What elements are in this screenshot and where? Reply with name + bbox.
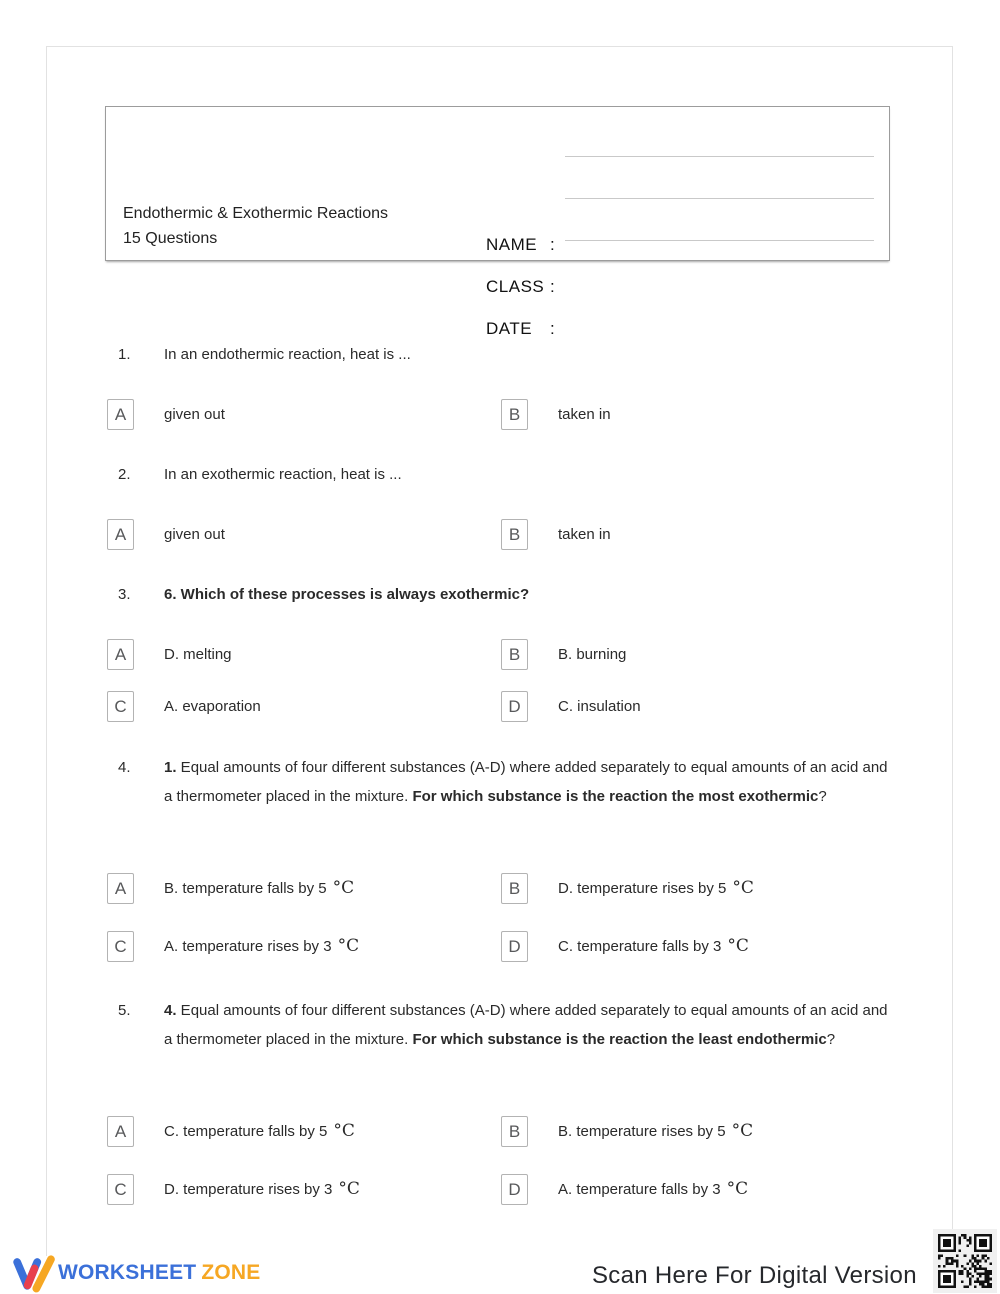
scan-here-label: Scan Here For Digital Version [592, 1262, 917, 1289]
name-label: NAME [486, 235, 538, 254]
option-b-box[interactable]: B [501, 1116, 528, 1147]
option-c-box[interactable]: C [107, 691, 134, 722]
question-4-option-c [107, 931, 359, 962]
option-a-label: C. temperature falls by 5 °C [164, 1121, 355, 1141]
question-4-option-a [107, 873, 354, 904]
option-b-label: B. temperature rises by 5 °C [558, 1121, 754, 1141]
question-2-option-a [107, 519, 225, 550]
question-4-body: Equal amounts of four different substances (A-D) where added separately to equal amounts of an acid and a thermometer placed in the mixture. [164, 759, 888, 805]
question-1-option-a [107, 399, 225, 430]
question-3-option-d [501, 691, 641, 722]
question-3-option-c [107, 691, 261, 722]
option-a-label: D. melting [164, 646, 232, 663]
question-3 [118, 585, 894, 605]
option-b-label: taken in [558, 526, 611, 543]
question-3-option-a [107, 639, 232, 670]
option-d-box[interactable]: D [501, 691, 528, 722]
question-5-option-d [501, 1174, 748, 1205]
question-5-punct: ? [826, 1031, 836, 1048]
date-input-line [565, 240, 874, 241]
question-1-text: In an endothermic reaction, heat is ... [164, 346, 411, 363]
class-input-line [565, 198, 874, 199]
option-a-box[interactable]: A [107, 519, 134, 550]
option-b-label: taken in [558, 406, 611, 423]
option-d-label: C. insulation [558, 698, 641, 715]
option-b-box[interactable]: B [501, 519, 528, 550]
class-field-row [486, 275, 874, 299]
option-d-label: A. temperature falls by 3 °C [558, 1179, 749, 1199]
qr-code [933, 1229, 997, 1293]
question-4-option-b [501, 873, 754, 904]
class-label: CLASS [486, 277, 545, 296]
question-5-number: 5. [118, 1002, 131, 1019]
option-c-box[interactable]: C [107, 931, 134, 962]
option-a-label: given out [164, 406, 225, 423]
question-5-option-b [501, 1116, 753, 1147]
option-b-box[interactable]: B [501, 399, 528, 430]
worksheetzone-wordmark [58, 1261, 260, 1285]
question-5-text [164, 996, 894, 1054]
option-b-box[interactable]: B [501, 639, 528, 670]
date-label: DATE [486, 319, 533, 338]
question-4-emphasis: For which substance is the reaction the most exothermic [412, 788, 819, 805]
worksheet-title-line1: Endothermic & Exothermic Reactions [123, 205, 388, 222]
option-b-box[interactable]: B [501, 873, 528, 904]
option-c-box[interactable]: C [107, 1174, 134, 1205]
degree-celsius: °C [332, 878, 355, 898]
question-5 [118, 996, 894, 1054]
option-b-label: D. temperature rises by 5 °C [558, 878, 754, 898]
option-a-label: B. temperature falls by 5 °C [164, 878, 355, 898]
option-d-label: C. temperature falls by 3 °C [558, 936, 749, 956]
brand-worksheet: WORKSHEET [58, 1261, 197, 1284]
option-b-label: B. burning [558, 646, 627, 663]
option-c-label: D. temperature rises by 3 °C [164, 1179, 360, 1199]
option-c-label: A. temperature rises by 3 °C [164, 936, 360, 956]
degree-celsius: °C [731, 1121, 754, 1141]
question-1 [118, 345, 894, 365]
question-2-number: 2. [118, 466, 131, 483]
option-a-box[interactable]: A [107, 873, 134, 904]
question-2-text: In an exothermic reaction, heat is ... [164, 466, 402, 483]
degree-celsius: °C [333, 1121, 355, 1141]
worksheetzone-logo [11, 1252, 260, 1294]
question-5-lead: 4. [164, 1002, 177, 1019]
option-d-box[interactable]: D [501, 931, 528, 962]
option-a-box[interactable]: A [107, 1116, 134, 1147]
worksheet-title [123, 201, 388, 251]
qr-code-icon [938, 1234, 992, 1288]
question-2 [118, 465, 894, 485]
question-5-emphasis: For which substance is the reaction the least endothermic [412, 1031, 827, 1048]
question-5-option-a [107, 1116, 355, 1147]
question-1-number: 1. [118, 346, 131, 363]
degree-celsius: °C [732, 878, 754, 898]
question-3-number: 3. [118, 586, 131, 603]
option-c-label: A. evaporation [164, 698, 261, 715]
worksheet-header-box [105, 106, 890, 338]
option-a-box[interactable]: A [107, 639, 134, 670]
question-4-number: 4. [118, 759, 131, 776]
degree-celsius: °C [338, 1179, 360, 1199]
degree-celsius: °C [337, 936, 360, 956]
question-2-option-b [501, 519, 611, 550]
degree-celsius: °C [727, 936, 749, 956]
name-field-row [486, 233, 874, 257]
question-5-body: Equal amounts of four different substances (A-D) where added separately to equal amounts of an acid and a thermometer placed in the mixture. [164, 1002, 888, 1048]
date-colon: : [550, 319, 555, 338]
question-4 [118, 753, 894, 811]
degree-celsius: °C [726, 1179, 749, 1199]
question-1-option-b [501, 399, 611, 430]
question-3-text: 6. Which of these processes is always exothermic? [164, 586, 530, 603]
name-colon: : [550, 235, 555, 254]
question-5-option-c [107, 1174, 360, 1205]
brand-zone: ZONE [201, 1261, 261, 1284]
option-a-box[interactable]: A [107, 399, 134, 430]
question-4-lead: 1. [164, 759, 177, 776]
worksheetzone-w-logo-icon [11, 1252, 58, 1294]
date-field-row [486, 317, 874, 341]
option-a-label: given out [164, 526, 225, 543]
worksheet-title-line2: 15 Questions [123, 230, 218, 247]
option-d-box[interactable]: D [501, 1174, 528, 1205]
name-input-line [565, 156, 874, 157]
question-4-punct: ? [818, 788, 827, 805]
question-3-option-b [501, 639, 626, 670]
question-4-text [164, 753, 894, 811]
class-colon: : [550, 277, 555, 296]
question-4-option-d [501, 931, 749, 962]
